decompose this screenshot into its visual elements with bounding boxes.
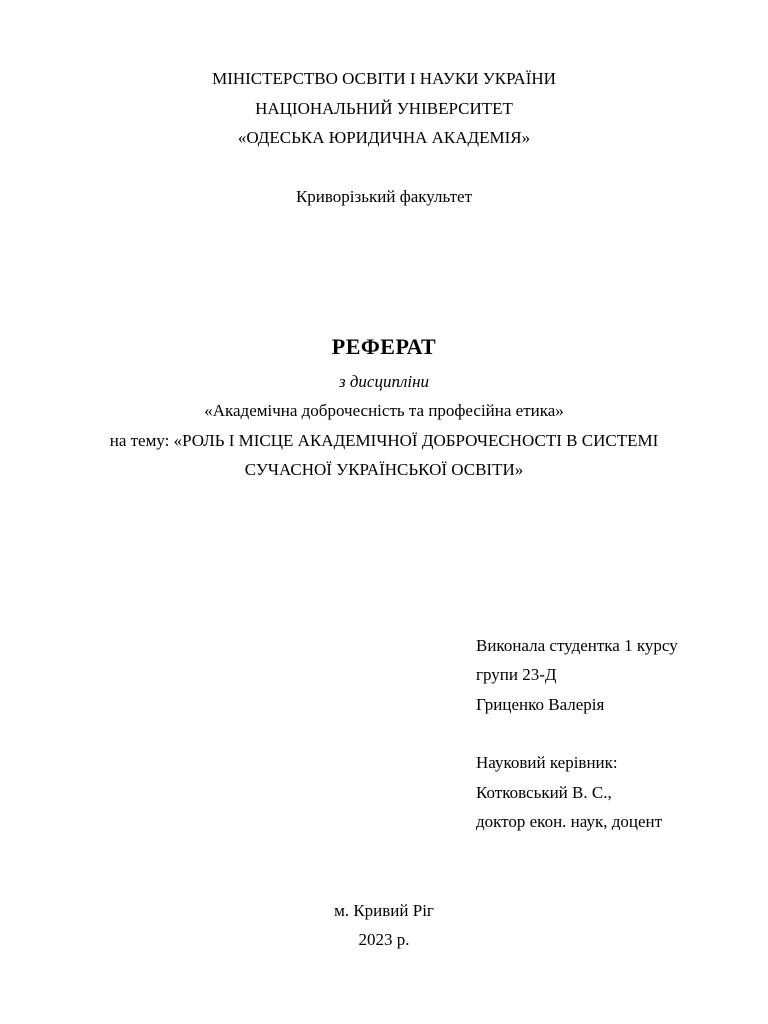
year: 2023 р. bbox=[358, 930, 410, 949]
ministry-heading: МІНІСТЕРСТВО ОСВІТИ І НАУКИ УКРАЇНИ bbox=[212, 69, 556, 88]
supervisor-label: Науковий керівник: bbox=[476, 753, 618, 772]
city: м. Кривий Ріг bbox=[334, 901, 434, 920]
faculty-name: Криворізький факультет bbox=[295, 187, 473, 206]
topic-line-1: на тему: «РОЛЬ І МІСЦЕ АКАДЕМІЧНОЇ ДОБРОЧЕСНОСТІ В СИСТЕМІ bbox=[109, 431, 659, 450]
author-group: групи 23-Д bbox=[476, 665, 557, 684]
discipline-prefix: з дисципліни bbox=[338, 372, 430, 391]
university-heading: НАЦІОНАЛЬНИЙ УНІВЕРСИТЕТ bbox=[255, 99, 513, 118]
discipline-name: «Академічна доброчесність та професійна етика» bbox=[204, 401, 564, 420]
supervisor-degree: доктор екон. наук, доцент bbox=[476, 812, 663, 831]
topic-line-2: СУЧАСНОЇ УКРАЇНСЬКОЇ ОСВІТИ» bbox=[244, 460, 524, 479]
document-type-title: РЕФЕРАТ bbox=[331, 334, 437, 359]
author-name: Гриценко Валерія bbox=[476, 695, 605, 714]
supervisor-name: Котковський В. С., bbox=[476, 783, 612, 802]
academy-heading: «ОДЕСЬКА ЮРИДИЧНА АКАДЕМІЯ» bbox=[237, 128, 531, 147]
author-status: Виконала студентка 1 курсу bbox=[476, 636, 678, 655]
